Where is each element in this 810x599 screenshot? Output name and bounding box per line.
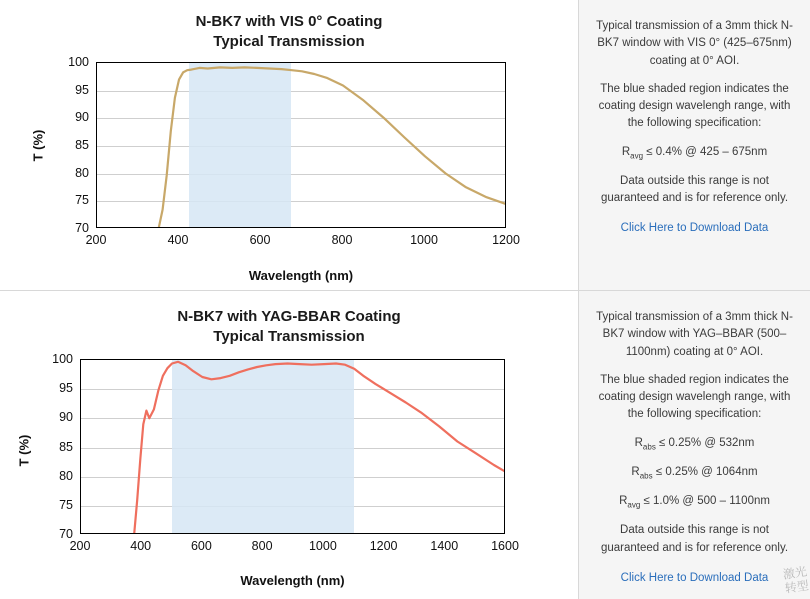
ytick-vis-100: 100 [68, 55, 89, 69]
ytick-vis-95: 95 [75, 82, 89, 97]
ytick-vis-90: 90 [75, 110, 89, 125]
ytick-yag-85: 85 [59, 439, 73, 454]
xtick-yag-400: 400 [130, 539, 152, 553]
plot-yag [52, 352, 519, 553]
xtick-yag-600: 600 [190, 539, 212, 553]
chart-panel-yag [0, 290, 810, 599]
chart-column-yag [0, 291, 578, 599]
chart-title-yag [0, 307, 578, 348]
plot-area-yag [80, 359, 505, 534]
spec-line-yag-1: $R_{abs} \le 0.25\%$ @ 1064nm [631, 465, 758, 481]
plot-vis [68, 55, 520, 247]
ytick-yag-95: 95 [59, 381, 73, 396]
transmission-curve-vis [97, 63, 506, 228]
xtick-yag-1000: 1000 [308, 539, 337, 553]
reference-note-yag: Data outside this range is not guaranteed and is for reference only. [600, 524, 789, 554]
xtick-vis-600: 600 [249, 233, 271, 247]
description-text-1-yag: Typical transmission of a 3mm thick N-BK7 window with YAG–BBAR (500–1100nm) coating at 0° AOI. [596, 311, 793, 358]
chart-panel-vis [0, 0, 810, 290]
chart-title-vis [0, 12, 578, 53]
description-text-2-yag: The blue shaded region indicates the coating design wavelengh range, with the following specification: [598, 373, 791, 421]
xtick-yag-200: 200 [69, 539, 91, 553]
spec-line-yag-0: $R_{abs} \le 0.25\%$ @ 532nm [634, 436, 755, 451]
reference-note-vis: Data outside this range is not guaranteed and is for reference only. [600, 174, 789, 205]
ytick-yag-75: 75 [59, 497, 73, 512]
ytick-vis-80: 80 [75, 165, 89, 180]
y-axis-label-yag: T (%) [16, 434, 32, 467]
ytick-yag-100: 100 [52, 352, 73, 366]
xtick-yag-1200: 1200 [369, 539, 398, 553]
plot-area-vis [96, 62, 506, 228]
x-axis-label-vis: Wavelength (nm) [248, 268, 354, 283]
ytick-vis-70: 70 [75, 221, 89, 235]
chart-title-line2-yag: Typical Transmission [213, 328, 365, 346]
description-text-2-vis: The blue shaded region indicates the coating design wavelengh range, with the following specification: [598, 82, 791, 130]
description-column-vis [578, 0, 810, 290]
spec-subscript-yag-1: abs [639, 471, 653, 481]
download-data-link-vis[interactable]: Click Here to Download Data [620, 222, 769, 235]
spec-line-yag-2: $R_{avg} \le 1.0\%$ @ 500 – 1100nm [619, 495, 770, 510]
y-axis-label-vis: T (%) [30, 129, 46, 162]
ytick-vis-75: 75 [75, 193, 89, 208]
xtick-yag-800: 800 [251, 539, 273, 553]
x-axis-label-yag: Wavelength (nm) [240, 573, 345, 588]
xtick-vis-400: 400 [167, 233, 189, 247]
ytick-vis-85: 85 [75, 138, 89, 152]
xtick-vis-800: 800 [331, 233, 353, 247]
xtick-vis-1200: 1200 [492, 233, 520, 247]
xtick-vis-200: 200 [85, 233, 107, 247]
spec-subscript-vis-0: avg [630, 150, 644, 160]
watermark-line2: 转型 [783, 578, 810, 596]
ytick-yag-70: 70 [59, 527, 73, 541]
description-column-yag [578, 291, 810, 599]
xtick-yag-1400: 1400 [430, 539, 459, 553]
chart-title-line2: Typical Transmission [213, 33, 365, 51]
chart-column-vis [0, 0, 578, 290]
spec-line-vis-0: $R_{avg} \le 0.4\%$ @ 425 – 675nm [621, 145, 768, 160]
chart-title-line1: N-BK7 with VIS 0° Coating [195, 13, 383, 30]
description-text-1-vis: Typical transmission of a 3mm thick N-BK7 window with VIS 0° (425–675nm) coating at 0° AOI. [596, 20, 793, 67]
spec-subscript-yag-0: abs [642, 441, 656, 451]
ytick-yag-90: 90 [59, 410, 73, 425]
xtick-yag-1600: 1600 [491, 539, 519, 553]
spec-subscript-yag-2: avg [627, 500, 641, 510]
transmission-curve-yag [81, 360, 505, 534]
ytick-yag-80: 80 [59, 468, 73, 483]
watermark-line1: 激光 [782, 564, 808, 583]
watermark [782, 566, 810, 597]
download-data-link-yag[interactable]: Click Here to Download Data [620, 571, 769, 584]
chart-title-line1-yag: N-BK7 with YAG-BBAR Coating [177, 308, 401, 325]
xtick-vis-1000: 1000 [410, 233, 438, 247]
